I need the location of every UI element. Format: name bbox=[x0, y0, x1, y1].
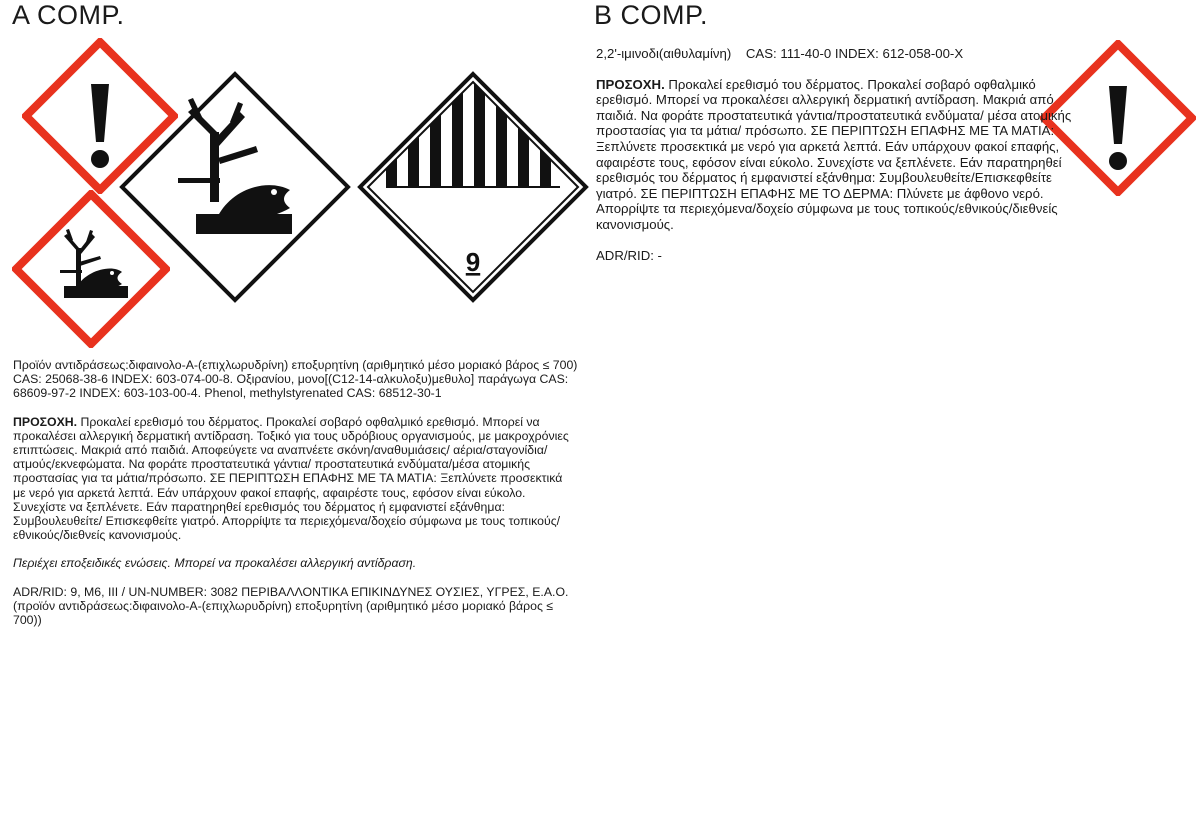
section-a-signal-word: ΠΡΟΣΟΧΗ. bbox=[13, 414, 78, 429]
section-b-hazard-text: Προκαλεί ερεθισμό του δέρματος. Προκαλεί σοβαρό οφθαλμικό ερεθισμό. Μπορεί να προκαλέσει αλλεργική δερματική αντίδραση. Μακριά από παιδιά. Να φοράτε προστατευτικά γάντια/προστατευτικά ενδύματα/ μέσα ατομικής προστασίας για τα μάτια/ πρόσωπο. ΣΕ ΠΕΡΙΠΤΩΣΗ ΕΠΑΦΗΣ ΜΕ ΤΑ ΜΑΤΙΑ: Ξεπλύνετε προσεκτικά με νερό για αρκετά λεπτά. Εάν υπάρχουν φακοί επαφής, αφαιρέστε τους, εφόσον είναι εύκολο. Συνεχίστε να ξεπλένετε. Εάν παρατηρηθεί ερεθισμός του δέρματος ή εμφανιστεί εξάνθημα: Συμβουλευθείτε/Επισκεφθείτε γιατρό. ΣΕ ΠΕΡΙΠΤΩΣΗ ΕΠΑΦΗΣ ΜΕ ΤΟ ΔΕΡΜΑ: Πλύνετε με άφθονο νερό. Απορρίψτε τα περιεχόμενα/δοχείο σύμφωνα με τους τοπικούς/εθνικούς/διεθνείς κανονισμούς. bbox=[596, 76, 1072, 232]
section-a-title: A COMP. bbox=[12, 0, 125, 30]
adr-class-9-pictogram bbox=[356, 70, 590, 304]
section-a-hazard-paragraph bbox=[13, 415, 578, 543]
section-b-hazard-paragraph bbox=[596, 77, 1078, 233]
section-b-adr: ADR/RID: - bbox=[596, 247, 662, 263]
environment-pictogram-large bbox=[118, 70, 352, 304]
section-b-signal-word: ΠΡΟΣΟΧΗ. bbox=[596, 76, 665, 92]
section-a-hazard-text: Προκαλεί ερεθισμό του δέρματος. Προκαλεί σοβαρό οφθαλμικό ερεθισμό. Μπορεί να προκαλέσει αλλεργική δερματική αντίδραση. Τοξικό για τους υδρόβιους οργανισμούς, με μακροχρόνιες επιπτώσεις. Μακριά από παιδιά. Αποφεύγετε να αναπνέετε σκόνη/αναθυμιάσεις/ αέρια/σταγονίδια/ ατμούς/εκνεφώματα. Να φοράτε προστατευτικά γάντια/ προστατευτικά ενδύματα/μέσα ατομικής προστασίας για τα μάτια/πρόσωπο. ΣΕ ΠΕΡΙΠΤΩΣΗ ΕΠΑΦΗΣ ΜΕ ΤΑ ΜΑΤΙΑ: Ξεπλύνετε προσεκτικά με νερό για αρκετά λεπτά. Εάν υπάρχουν φακοί επαφής, αφαιρέστε τους, εφόσον είναι εύκολο. Συνεχίστε να ξεπλένετε. Εάν παρατηρηθεί ερεθισμός του δέρματος ή εμφανιστεί εξάνθημα: Συμβουλευθείτε/ Επισκεφθείτε γιατρό. Απορρίψτε τα περιεχόμενα/δοχείο σύμφωνα με τους τοπικούς/εθνικούς/διεθνείς κανονισμούς. bbox=[13, 414, 569, 543]
adr-class-number: 9 bbox=[465, 247, 481, 277]
section-a-text bbox=[13, 358, 578, 627]
section-a-adr: ADR/RID: 9, M6, III / UN-NUMBER: 3082 ΠΕΡΙΒΑΛΛΟΝΤΙΚΑ ΕΠΙΚΙΝΔΥΝΕΣ ΟΥΣΙΕΣ, ΥΓΡΕΣ, Ε.Α.Ο. (προϊόν αντιδράσεως:διφαινολο-A-(επιχλωρυδρίνη) εποξυρητίνη (αριθμητικό μέσο μοριακό βάρος ≤ 700)) bbox=[13, 584, 569, 628]
section-b-composition: 2,2'-ιμινοδι(αιθυλαμίνη) CAS: 111-40-0 INDEX: 612-058-00-X bbox=[596, 46, 964, 61]
section-a-note: Περιέχει εποξειδικές ενώσεις. Μπορεί να προκαλέσει αλλεργική αντίδραση. bbox=[13, 556, 417, 571]
section-b-text bbox=[596, 46, 1078, 263]
section-b-title: B COMP. bbox=[594, 0, 709, 30]
section-a-composition: Προϊόν αντιδράσεως:διφαινολο-A-(επιχλωρυδρίνη) εποξυρητίνη (αριθμητικό μέσο μοριακό βάρος ≤ 700) CAS: 25068-38-6 INDEX: 603-074-00-8. Οξιρανίου, μονο[(C12-14-αλκυλοξυ)μεθυλο] παράγωγα CAS: 68609-97-2 INDEX: 603-103-00-4. Phenol, methylstyrenated CAS: 68512-30-1 bbox=[13, 358, 578, 401]
